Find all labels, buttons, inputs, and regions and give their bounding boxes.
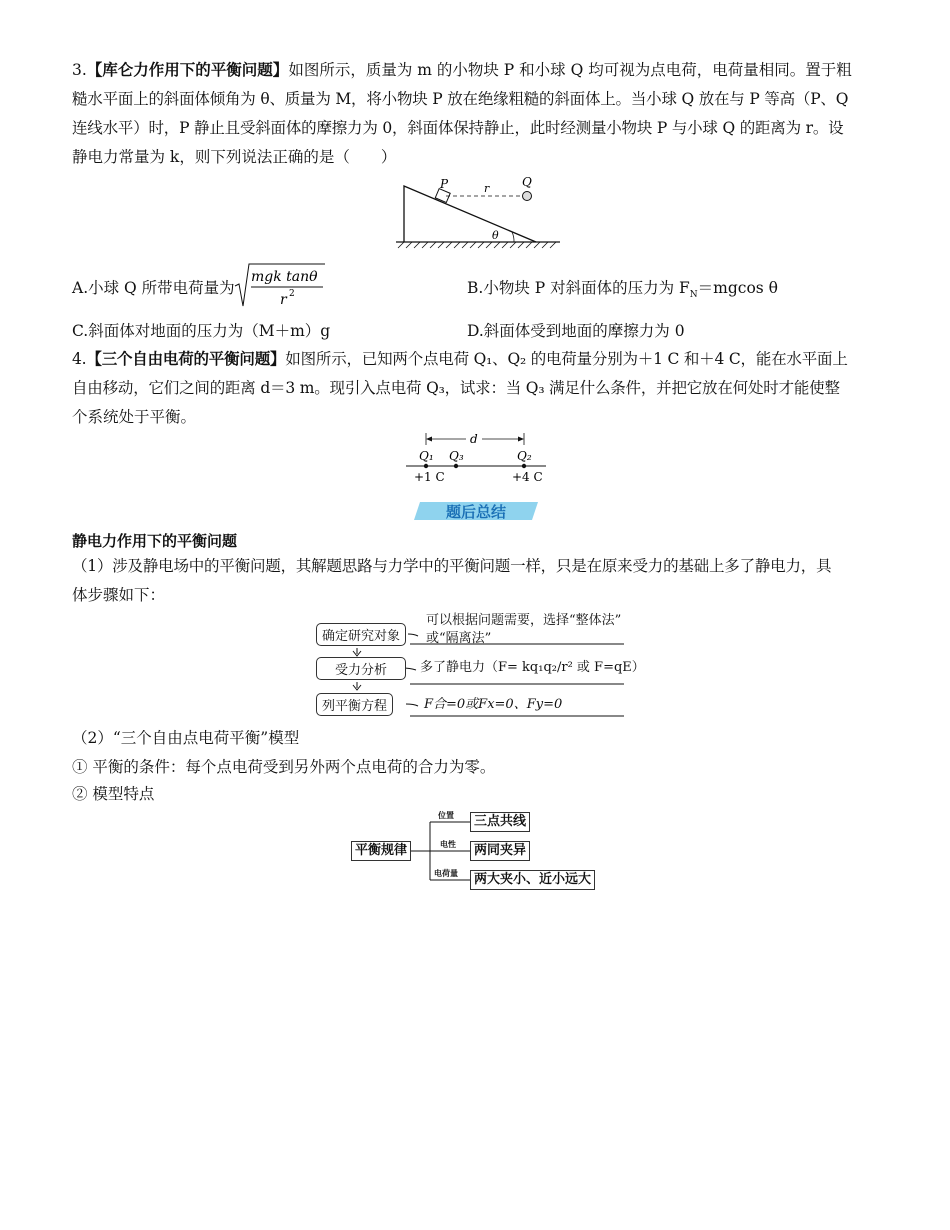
banner-text: 题后总结: [445, 503, 507, 521]
tree-label-3: 电荷量: [434, 869, 458, 878]
tree-value-3: 两大夹小、近小远大: [470, 870, 595, 890]
option-b-sub: N: [689, 290, 698, 301]
q3-line2: 糙水平面上的斜面体倾角为 θ、质量为 M，将小物块 P 放在绝缘粗糙的斜面体上。当小球 Q 放在与 P 等高（P、Q: [72, 90, 849, 108]
flow-arrow-2: [353, 682, 361, 690]
flow-box-1: 确定研究对象: [316, 623, 406, 646]
d-arrowhead-left: [426, 437, 432, 442]
option-b[interactable]: [467, 276, 778, 307]
label-q3: Q₃: [449, 449, 464, 463]
summary-p4: ② 模型特点: [72, 785, 155, 803]
flow-connector-1: [408, 634, 418, 636]
formula-denominator: r: [280, 292, 287, 308]
summary-p1b: 体步骤如下：: [72, 586, 166, 604]
label-charge-1: +1 C: [414, 470, 445, 484]
summary-banner: [414, 498, 538, 524]
q4-line1: [72, 345, 880, 374]
q4-number: 4.: [72, 350, 87, 368]
charge-q3-dot: [454, 464, 458, 468]
ground-hatch: [398, 242, 556, 248]
q4-text-1: 如图所示，已知两个点电荷 Q₁、Q₂ 的电荷量分别为＋1 C 和＋4 C，能在水平面上: [285, 350, 848, 368]
option-a[interactable]: [72, 276, 235, 300]
summary-p1a: （1）涉及静电场中的平衡问题，其解题思路与力学中的平衡问题一样，只是在原来受力的基础上多了静电力，具: [72, 557, 832, 575]
q3-title: 【库仑力作用下的平衡问题】: [86, 61, 289, 79]
summary-p2: （2）“三个自由点电荷平衡”模型: [72, 729, 300, 747]
option-b-text: B.小物块 P 对斜面体的压力为 F: [467, 279, 690, 297]
label-theta: θ: [492, 229, 499, 242]
flow-note-3: F合=0或Fx=0、Fy=0: [424, 697, 563, 712]
charges-figure: [404, 430, 550, 486]
label-p: P: [440, 177, 449, 191]
incline-figure: [388, 172, 568, 252]
charge-q2-dot: [522, 464, 526, 468]
tree-label-2: 电性: [440, 840, 456, 849]
summary-p3: ① 平衡的条件：每个点电荷受到另外两个点电荷的合力为零。: [72, 758, 496, 776]
tree-value-1: 三点共线: [470, 812, 530, 832]
q4-line2: 自由移动，它们之间的距离 d＝3 m。现引入点电荷 Q₃，试求：当 Q₃ 满足什么条件，并把它放在何处时才能使整: [72, 379, 840, 397]
flow-box-2: 受力分析: [316, 657, 406, 680]
formula-exponent: 2: [289, 289, 295, 299]
tree-root: 平衡规律: [351, 841, 411, 861]
option-a-text: A.小球 Q 所带电荷量为: [72, 279, 235, 297]
label-q1: Q₁: [419, 449, 434, 463]
q3-number: 3.: [72, 61, 87, 79]
q4-line3: 个系统处于平衡。: [72, 408, 197, 426]
q3-line3: 连线水平）时，P 静止且受斜面体的摩擦力为 0，斜面体保持静止，此时经测量小物块 P 与小球 Q 的距离为 r。设: [72, 119, 844, 137]
flow-arrow-1: [353, 648, 361, 656]
d-arrowhead-right: [518, 437, 524, 442]
ball-q: [523, 192, 532, 201]
q3-line1: [72, 56, 880, 85]
option-b-tail: ＝mgcos θ: [697, 279, 779, 297]
option-a-formula: [233, 262, 328, 312]
flow-note-2: 多了静电力（F= kq₁q₂/r² 或 F=qE）: [420, 660, 645, 675]
flow-note-1a: 可以根据问题需要，选择“整体法”: [426, 613, 622, 628]
flow-box-3: 列平衡方程: [316, 693, 393, 716]
label-d: d: [470, 432, 478, 446]
label-r: r: [484, 182, 490, 195]
flow-note-1b: 或“隔离法”: [426, 631, 492, 646]
option-c[interactable]: C.斜面体对地面的压力为（M＋m）g: [72, 322, 331, 340]
tree-label-1: 位置: [438, 811, 454, 820]
tree-value-2: 两同夹异: [470, 841, 530, 861]
charge-q1-dot: [424, 464, 428, 468]
summary-heading: 静电力作用下的平衡问题: [72, 532, 238, 550]
label-q: Q: [522, 175, 532, 189]
label-q2: Q₂: [517, 449, 532, 463]
q3-text-1: 如图所示，质量为 m 的小物块 P 和小球 Q 均可视为点电荷，电荷量相同。置于粗: [288, 61, 852, 79]
option-d[interactable]: D.斜面体受到地面的摩擦力为 0: [467, 322, 685, 340]
label-charge-2: +4 C: [512, 470, 543, 484]
incline-wedge: [404, 186, 536, 242]
angle-arc: [512, 232, 514, 242]
flow-connector-3: [406, 704, 418, 706]
q3-line4: 静电力常量为 k，则下列说法正确的是（ ）: [72, 148, 397, 166]
q4-title: 【三个自由电荷的平衡问题】: [86, 350, 286, 368]
formula-numerator: mgk tanθ: [251, 269, 318, 285]
